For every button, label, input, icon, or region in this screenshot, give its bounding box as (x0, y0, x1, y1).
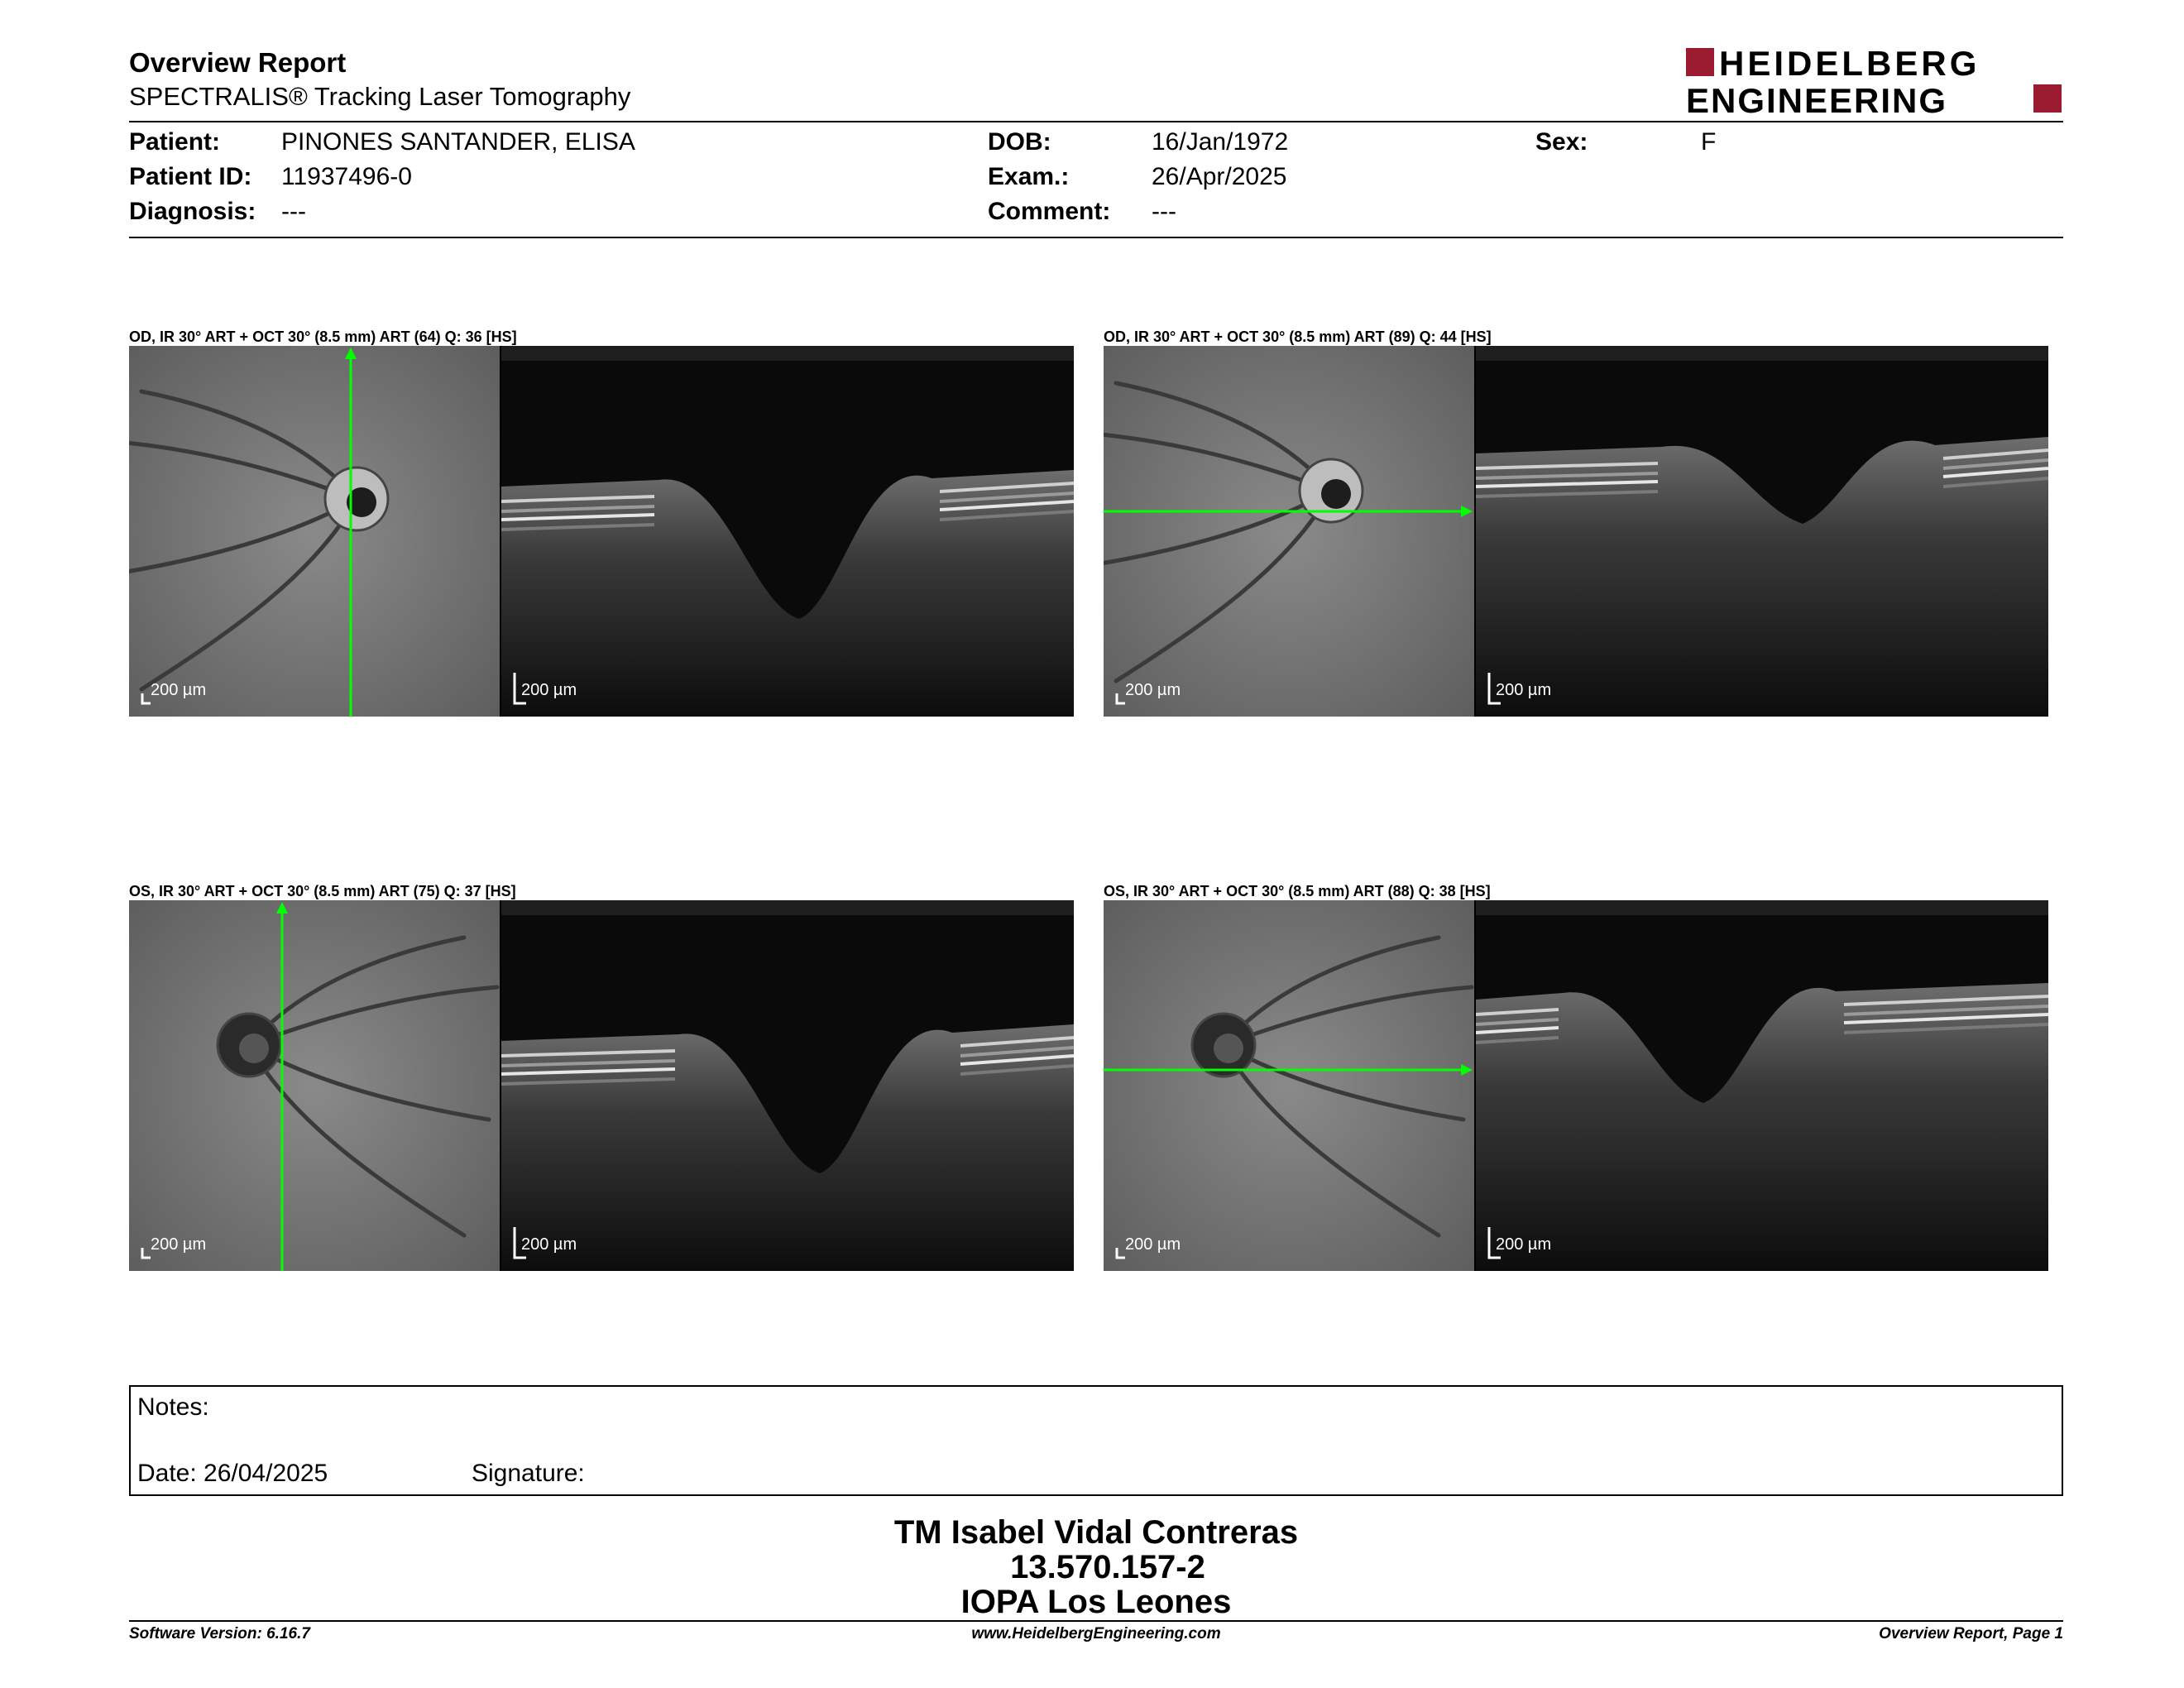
panel-2 (1104, 346, 2048, 717)
sex-value: F (1701, 128, 1717, 156)
sex-label: Sex: (1535, 128, 1588, 156)
exam-label: Exam.: (988, 163, 1070, 190)
signature-label: Signature: (472, 1460, 585, 1487)
panel-1-title: OD, IR 30° ART + OCT 30° (8.5 mm) ART (64) Q: 36 [HS] (129, 328, 517, 345)
logo-text-top: HEIDELBERG (1719, 45, 1980, 83)
patient-id-value: 11937496-0 (281, 163, 412, 190)
panel-4 (1104, 900, 2048, 1271)
patient-id-label: Patient ID: (129, 163, 252, 190)
oct-scale-label: 200 µm (521, 1235, 577, 1254)
fundus-image (129, 346, 500, 717)
logo-text-bottom: ENGINEERING (1686, 81, 1948, 116)
oct-scale-label: 200 µm (521, 681, 577, 699)
fundus-image (129, 900, 500, 1271)
panel-2-title: OD, IR 30° ART + OCT 30° (8.5 mm) ART (89) Q: 44 [HS] (1104, 328, 1492, 345)
oct-bscan-image (1476, 900, 2048, 1271)
report-subtitle: SPECTRALIS® Tracking Laser Tomography (129, 82, 631, 111)
oct-bscan-image (501, 900, 1074, 1271)
fundus-image (1104, 346, 1474, 717)
exam-value: 26/Apr/2025 (1152, 163, 1287, 190)
signer-name: TM Isabel Vidal Contreras (893, 1514, 1299, 1551)
page-number: Overview Report, Page 1 (1879, 1625, 2063, 1642)
website-link[interactable]: www.HeidelbergEngineering.com (971, 1625, 1221, 1642)
fundus-image (1104, 900, 1474, 1271)
panel-4-title: OS, IR 30° ART + OCT 30° (8.5 mm) ART (88) Q: 38 [HS] (1104, 883, 1491, 899)
oct-scale-label: 200 µm (1496, 681, 1552, 699)
fundus-scale-label: 200 µm (151, 681, 207, 699)
date-label: Date: 26/04/2025 (137, 1460, 328, 1487)
notes-box (129, 1385, 2063, 1496)
comment-label: Comment: (988, 198, 1111, 225)
panel-3 (129, 900, 1074, 1271)
report-title: Overview Report (129, 47, 347, 78)
footer-rule (129, 1620, 2063, 1622)
oct-bscan-image (501, 346, 1074, 717)
comment-value: --- (1152, 198, 1176, 225)
fundus-scale-label: 200 µm (1125, 681, 1181, 699)
heidelberg-logo (1686, 45, 2063, 116)
fundus-scale-label: 200 µm (151, 1235, 207, 1254)
oct-scale-label: 200 µm (1496, 1235, 1552, 1254)
signer-id: 13.570.157-2 (1010, 1549, 1205, 1585)
logo-square-top (1686, 48, 1714, 76)
software-version: Software Version: 6.16.7 (129, 1625, 310, 1642)
notes-label: Notes: (137, 1393, 209, 1421)
panel-3-title: OS, IR 30° ART + OCT 30° (8.5 mm) ART (75) Q: 37 [HS] (129, 883, 516, 899)
header-rule (129, 121, 2063, 122)
diagnosis-value: --- (281, 198, 306, 225)
oct-bscan-image (1476, 346, 2048, 717)
panel-1 (129, 346, 1074, 717)
logo-square-bottom (2033, 84, 2062, 113)
dob-value: 16/Jan/1972 (1152, 128, 1289, 156)
patient-value: PINONES SANTANDER, ELISA (281, 128, 635, 156)
dob-label: DOB: (988, 128, 1051, 156)
fundus-scale-label: 200 µm (1125, 1235, 1181, 1254)
patient-rule (129, 237, 2063, 238)
patient-label: Patient: (129, 128, 221, 156)
diagnosis-label: Diagnosis: (129, 198, 256, 225)
signer-institution: IOPA Los Leones (960, 1584, 1232, 1620)
